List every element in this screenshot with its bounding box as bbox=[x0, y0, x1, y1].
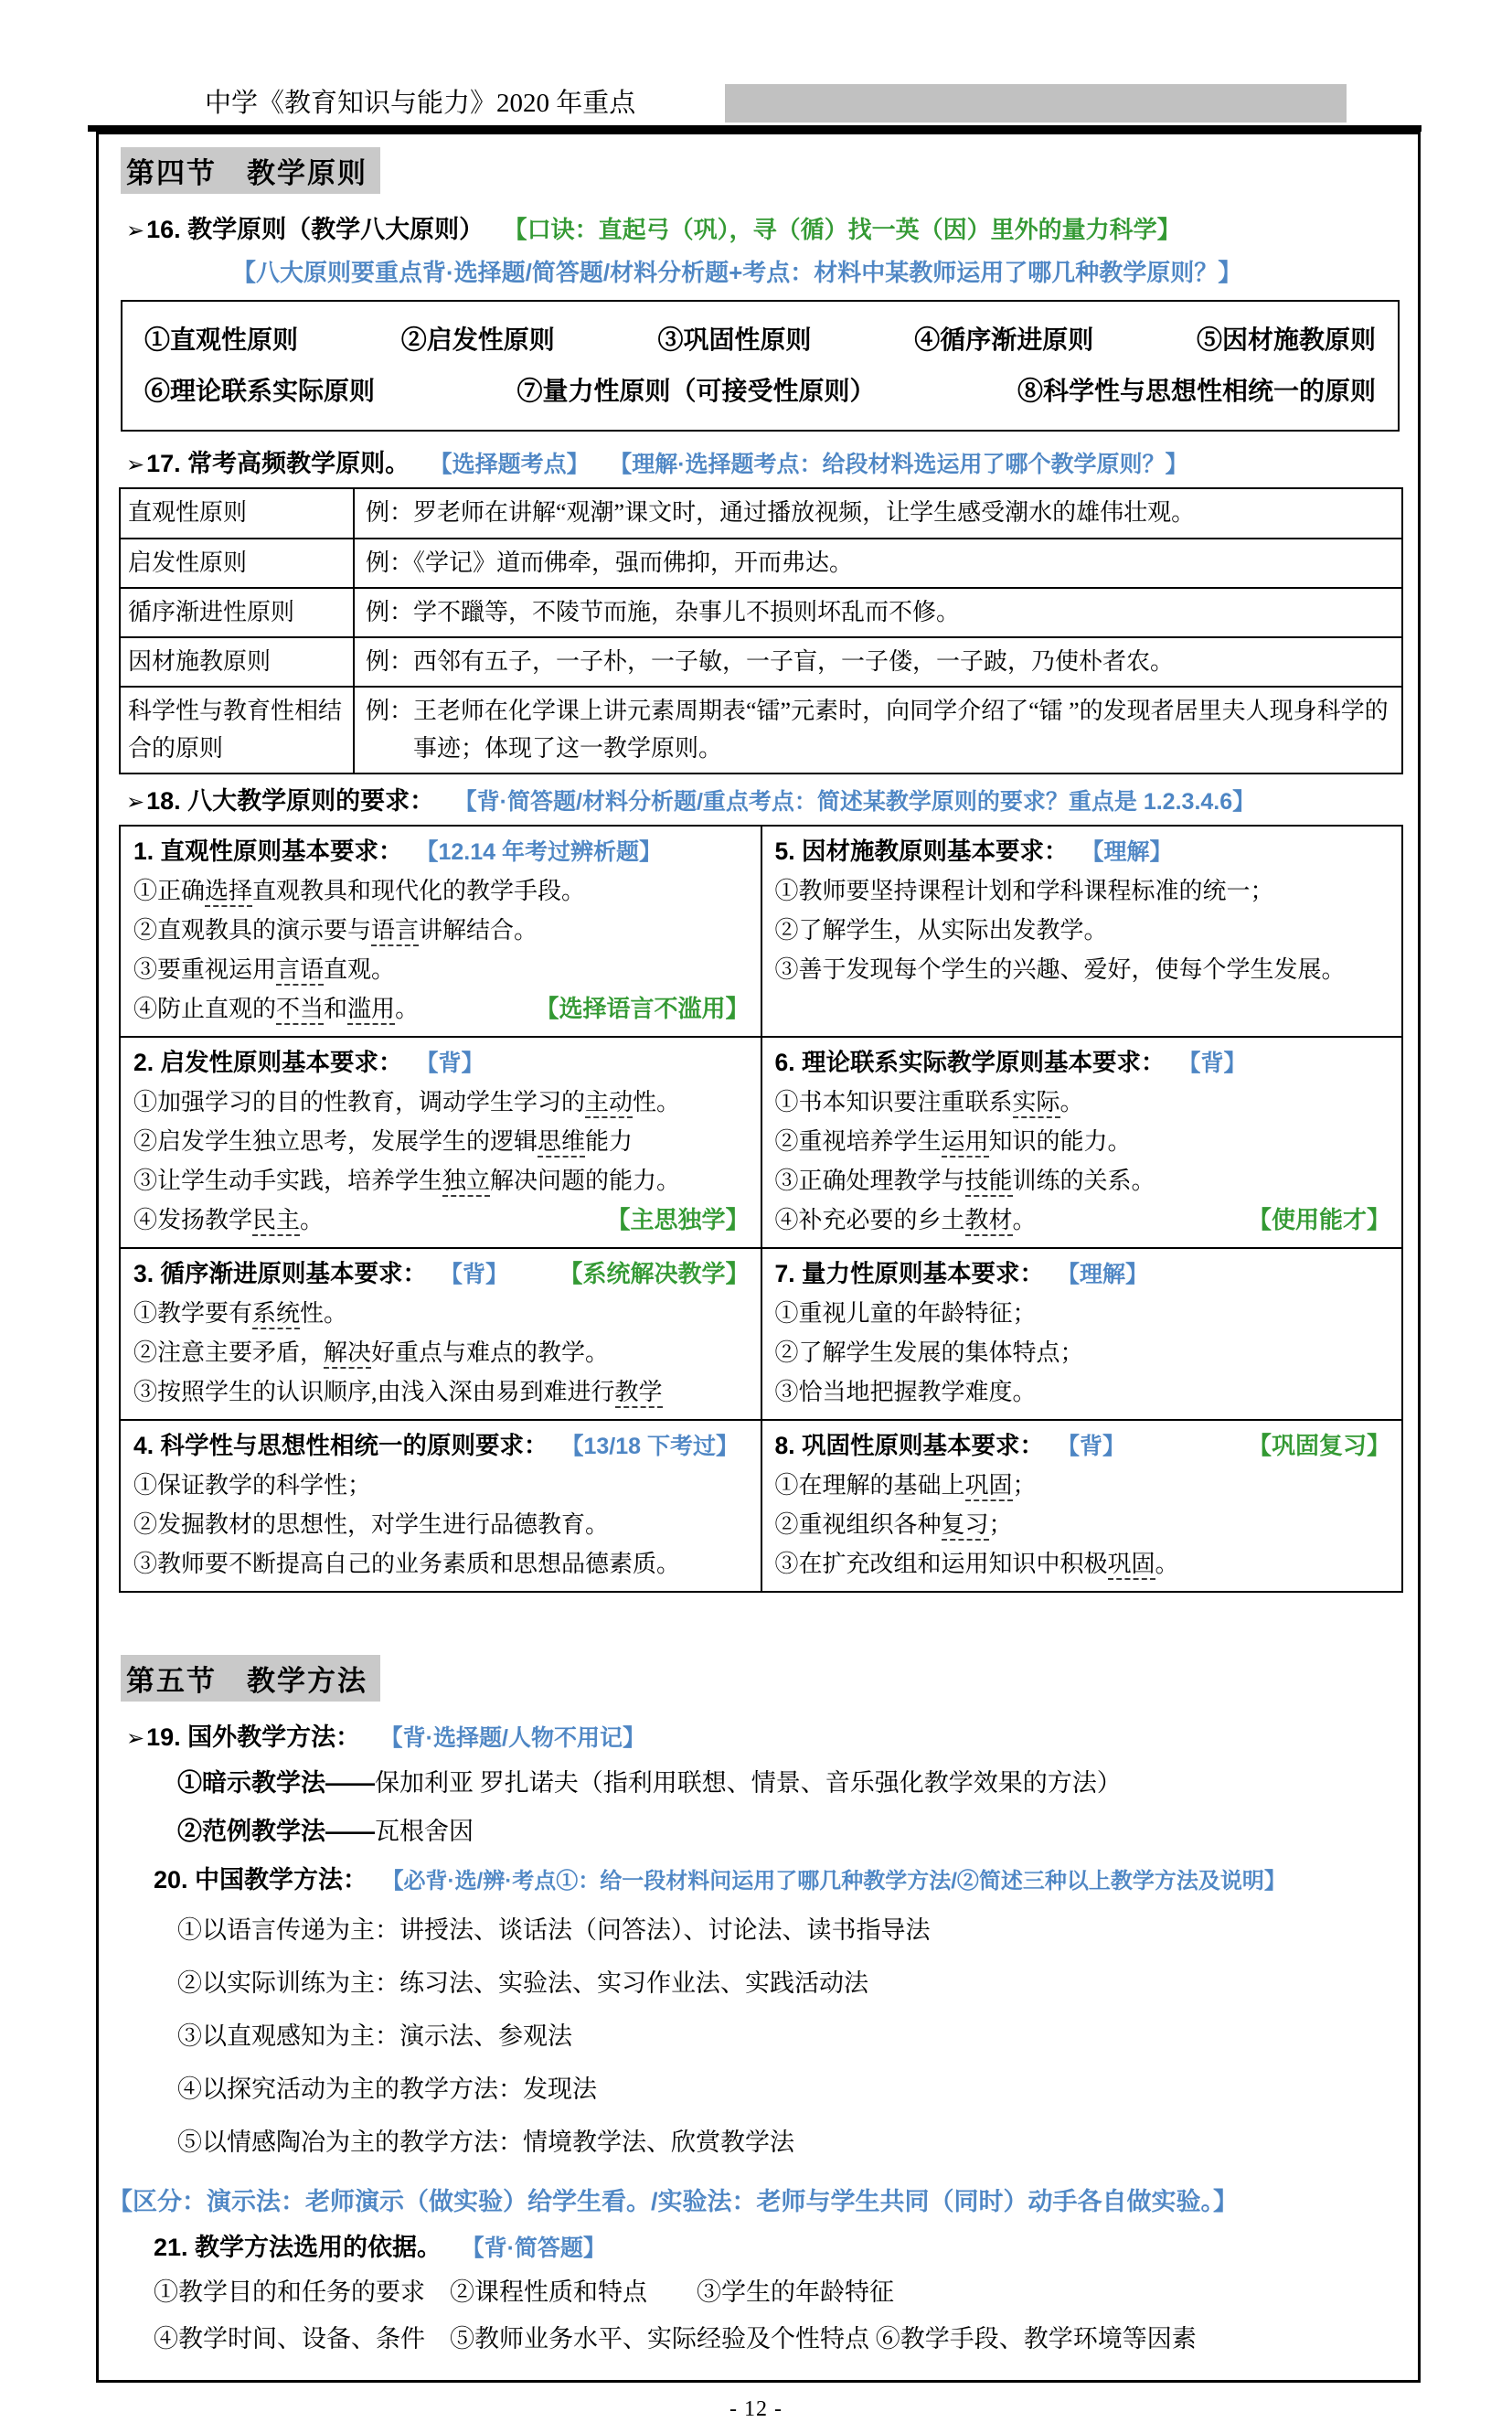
proof-underline: 巩固 bbox=[1108, 1551, 1155, 1580]
proof-underline: 复习 bbox=[942, 1511, 989, 1541]
item-21-tag: 【背·简答题】 bbox=[461, 2235, 606, 2261]
foreign-method-line bbox=[177, 1762, 1401, 1805]
requirement-item: ②重视组织各种复习； bbox=[775, 1505, 1391, 1544]
requirement-heading bbox=[133, 832, 750, 870]
requirement-title: 4. 科学性与思想性相统一的原则要求： bbox=[133, 1432, 548, 1460]
item-20 bbox=[126, 1862, 1401, 1898]
requirement-cell bbox=[761, 1037, 1403, 1248]
requirement-green-tag: 【主思独学】 bbox=[606, 1207, 750, 1234]
requirement-item: ①加强学习的目的性教育，调动学生学习的主动性。 bbox=[133, 1083, 750, 1122]
requirement-item: ①教学要有系统性。 bbox=[133, 1294, 750, 1333]
requirement-title: 8. 巩固性原则基本要求： bbox=[774, 1432, 1044, 1460]
foreign-method-desc: 保加利亚 罗扎诺夫（指利用联想、情景、音乐强化教学效果的方法） bbox=[375, 1768, 1122, 1797]
foreign-method-desc: 瓦根舍因 bbox=[375, 1817, 474, 1845]
example-text-cell: 例：王老师在化学课上讲元素周期表“镭”元素时，向同学介绍了“镭 ”的发现者居里夫人现身科学的事迹；体现了这一教学原则。 bbox=[354, 687, 1402, 774]
principles-row-1 bbox=[144, 315, 1376, 366]
foreign-methods-list bbox=[119, 1762, 1401, 1854]
requirement-heading bbox=[775, 1254, 1391, 1293]
china-method-line: ②以实际训练为主：练习法、实验法、实习作业法、实践活动法 bbox=[177, 1969, 868, 1998]
foreign-method-line bbox=[177, 1810, 1401, 1853]
requirement-item: ②注意主要矛盾，解决好重点与难点的教学。 bbox=[133, 1333, 750, 1372]
item-21-line1: ①教学目的和任务的要求 ②课程性质和特点 ③学生的年龄特征 bbox=[154, 2278, 894, 2307]
item-19 bbox=[126, 1720, 1401, 1755]
requirement-cell bbox=[761, 1248, 1403, 1420]
requirement-item-text: ④防止直观的不当和滥用。 bbox=[158, 989, 559, 1029]
note-eight-principles: 【八大原则要重点背·选择题/简答题/材料分析题+考点：材料中某教师运用了哪几种教学原则？】 bbox=[232, 259, 1242, 287]
item-18-tag: 【背·简答题/材料分析题/重点考点：简述某教学原则的要求？重点是 1.2.3.4.6】 bbox=[453, 789, 1256, 816]
requirement-blue-tag: 【13/18 下考过】 bbox=[560, 1434, 739, 1460]
requirement-item: ③让学生动手实践，培养学生独立解决问题的能力。 bbox=[133, 1161, 750, 1200]
requirement-item: ③要重视运用言语直观。 bbox=[133, 950, 750, 989]
proof-underline: 主动 bbox=[585, 1089, 633, 1118]
item-17-label: 17. 常考高频教学原则。 bbox=[146, 450, 410, 478]
requirement-green-tag: 【使用能才】 bbox=[1247, 1207, 1390, 1234]
requirement-blue-tag: 【12.14 年考过辨析题】 bbox=[415, 839, 662, 866]
principle-item: ③巩固性原则 bbox=[657, 325, 812, 355]
arrow-marker: ➢ bbox=[126, 789, 145, 816]
section4-title: 第四节 教学原则 bbox=[121, 147, 380, 194]
example-term-cell: 循序渐进性原则 bbox=[120, 588, 354, 637]
table-row bbox=[120, 1248, 1402, 1420]
proof-underline: 实际 bbox=[1013, 1089, 1060, 1118]
item-21 bbox=[126, 2230, 1401, 2266]
requirement-item: ②启发学生独立思考，发展学生的逻辑思维能力 bbox=[133, 1122, 750, 1161]
requirement-item: ③正确处理教学与技能训练的关系。 bbox=[775, 1161, 1391, 1200]
requirement-item: ①教师要坚持课程计划和学科课程标准的统一； bbox=[774, 877, 1274, 904]
arrow-marker: ➢ bbox=[126, 452, 145, 478]
china-methods-list bbox=[119, 1904, 1401, 2169]
table-row bbox=[120, 687, 1402, 774]
requirement-heading bbox=[133, 1043, 750, 1082]
requirement-cell bbox=[120, 1420, 761, 1592]
requirement-blue-tag: 【理解】 bbox=[1056, 1262, 1148, 1288]
requirement-heading bbox=[775, 832, 1391, 870]
section5-title: 第五节 教学方法 bbox=[121, 1655, 380, 1702]
requirement-item: ③按照学生的认识顺序,由浅入深由易到难进行教学 bbox=[133, 1372, 750, 1412]
proof-underline: 独立 bbox=[442, 1168, 490, 1197]
requirement-item: ②了解学生发展的集体特点； bbox=[774, 1339, 1084, 1366]
table-row bbox=[120, 1420, 1402, 1592]
china-method-line: ④以探究活动为主的教学方法：发现法 bbox=[177, 2075, 597, 2104]
requirement-item: ③善于发现每个学生的兴趣、爱好，使每个学生发展。 bbox=[774, 955, 1346, 983]
china-method-line: ⑤以情感陶冶为主的教学方法：情境教学法、欣赏教学法 bbox=[177, 2129, 794, 2157]
requirement-cell bbox=[120, 1037, 761, 1248]
example-text-cell: 例：西邻有五子，一子朴，一子敏，一子盲，一子偻，一子跛，乃使朴者农。 bbox=[354, 637, 1402, 687]
header-highlight-box bbox=[725, 84, 1347, 123]
foreign-method-name: ①暗示教学法—— bbox=[177, 1768, 375, 1797]
item-17 bbox=[126, 446, 1401, 482]
requirement-item bbox=[133, 989, 750, 1029]
china-method-line: ③以直观感知为主：演示法、参观法 bbox=[177, 2022, 572, 2051]
requirement-item: ③恰当地把握教学难度。 bbox=[774, 1378, 1037, 1405]
requirement-cell bbox=[120, 1248, 761, 1420]
table-row bbox=[120, 588, 1402, 637]
proof-underline: 教学 bbox=[615, 1379, 663, 1408]
proof-underline: 运用 bbox=[942, 1128, 989, 1158]
requirement-item: ①保证教学的科学性； bbox=[133, 1471, 372, 1499]
example-term-cell: 科学性与教育性相结合的原则 bbox=[120, 687, 354, 774]
proof-underline: 技能 bbox=[965, 1168, 1013, 1197]
proof-underline: 语言 bbox=[371, 917, 419, 946]
distinction-note: 【区分：演示法：老师演示（做实验）给学生看。/实验法：老师与学生共同（同时）动手各自做实验。】 bbox=[108, 2188, 1238, 2216]
requirement-blue-tag: 【背】 bbox=[439, 1262, 508, 1288]
proof-underline: 教材 bbox=[965, 1207, 1013, 1236]
requirement-title: 3. 循序渐进原则基本要求： bbox=[133, 1260, 427, 1288]
arrow-marker: ➢ bbox=[126, 1725, 145, 1752]
requirement-cell bbox=[120, 826, 761, 1037]
item-19-tag: 【背·选择题/人物不用记】 bbox=[379, 1725, 645, 1752]
item-21-line2: ④教学时间、设备、条件 ⑤教师业务水平、实际经验及个性特点 ⑥教学手段、教学环境等因素 bbox=[154, 2325, 1197, 2353]
requirement-green-tag: 【巩固复习】 bbox=[1247, 1432, 1390, 1460]
item-18-label: 18. 八大教学原则的要求： bbox=[146, 787, 435, 816]
foreign-method-name: ②范例教学法—— bbox=[177, 1817, 375, 1845]
requirement-item: ①正确选择直观教具和现代化的教学手段。 bbox=[133, 871, 750, 911]
principles-box bbox=[121, 300, 1400, 432]
page-header bbox=[0, 0, 1512, 123]
requirement-item: ①书本知识要注重联系实际。 bbox=[775, 1083, 1391, 1122]
item-18 bbox=[126, 784, 1401, 819]
header-title: 中学《教育知识与能力》2020 年重点 bbox=[205, 89, 636, 118]
table-row bbox=[120, 826, 1402, 1037]
proof-underline: 选择 bbox=[205, 878, 252, 907]
item-20-tag: 【必背·选/辨·考点①：给一段材料问运用了哪几种教学方法/②简述三种以上教学方法及说明】 bbox=[381, 1869, 1286, 1894]
table-row bbox=[120, 488, 1402, 538]
item-17-tag1: 【选择题考点】 bbox=[429, 452, 590, 478]
principle-item: ⑥理论联系实际原则 bbox=[144, 377, 376, 406]
requirement-heading bbox=[775, 1426, 1391, 1466]
requirement-cell bbox=[761, 826, 1403, 1037]
requirement-item-text: ④发扬教学民主。 bbox=[158, 1200, 631, 1240]
item-21-label: 21. 教学方法选用的依据。 bbox=[154, 2233, 442, 2261]
item-16-label: 16. 教学原则（教学八大原则） bbox=[146, 216, 484, 243]
requirement-cell bbox=[761, 1420, 1403, 1592]
requirement-blue-tag: 【背】 bbox=[1056, 1434, 1125, 1460]
requirement-item: ②直观教具的演示要与语言讲解结合。 bbox=[133, 911, 750, 950]
example-term-cell: 直观性原则 bbox=[120, 488, 354, 538]
principle-item: ⑦量力性原则（可接受性原则） bbox=[516, 377, 876, 406]
principles-row-2 bbox=[144, 366, 1376, 417]
requirement-title: 7. 量力性原则基本要求： bbox=[774, 1260, 1044, 1288]
requirement-green-tag: 【系统解决教学】 bbox=[559, 1260, 750, 1288]
requirement-item: ③教师要不断提高自己的业务素质和思想品德素质。 bbox=[133, 1551, 681, 1577]
proof-underline: 言语 bbox=[276, 956, 324, 986]
table-row bbox=[120, 1037, 1402, 1248]
principle-item: ①直观性原则 bbox=[144, 325, 299, 355]
requirement-item: ①在理解的基础上巩固； bbox=[775, 1466, 1391, 1505]
requirement-blue-tag: 【理解】 bbox=[1081, 839, 1173, 866]
principle-item: ②启发性原则 bbox=[400, 325, 555, 355]
proof-underline: 民主 bbox=[252, 1207, 300, 1236]
requirements-table bbox=[119, 825, 1403, 1593]
table-row bbox=[120, 637, 1402, 687]
page-number: - 12 - bbox=[729, 2396, 783, 2421]
examples-table bbox=[119, 487, 1403, 774]
proof-underline: 不当 bbox=[276, 996, 324, 1025]
requirement-item: ①重视儿童的年龄特征； bbox=[774, 1299, 1037, 1327]
example-term-cell: 因材施教原则 bbox=[120, 637, 354, 687]
example-term-cell: 启发性原则 bbox=[120, 539, 354, 588]
requirement-item bbox=[775, 1200, 1391, 1240]
item-16 bbox=[126, 212, 1401, 248]
proof-underline: 思维 bbox=[538, 1128, 585, 1158]
requirement-title: 1. 直观性原则基本要求： bbox=[133, 838, 403, 866]
requirement-title: 2. 启发性原则基本要求： bbox=[133, 1049, 403, 1077]
content-box bbox=[96, 132, 1421, 2383]
proof-underline: 系统 bbox=[252, 1300, 300, 1329]
requirement-item: ②发掘教材的思想性，对学生进行品德教育。 bbox=[133, 1510, 610, 1538]
example-text-cell: 例：学不躐等，不陵节而施，杂事儿不损则坏乱而不修。 bbox=[354, 588, 1402, 637]
requirement-title: 5. 因材施教原则基本要求： bbox=[774, 838, 1069, 866]
requirement-item-text: ④补充必要的乡土教材。 bbox=[800, 1200, 1272, 1240]
requirement-heading bbox=[133, 1254, 750, 1294]
principle-item: ⑧科学性与思想性相统一的原则 bbox=[1017, 377, 1376, 406]
principle-item: ⑤因材施教原则 bbox=[1196, 325, 1376, 355]
table-row bbox=[120, 539, 1402, 588]
item-16-mnemonic: 【口诀：直起弓（巩），寻（循）找一英（因）里外的量力科学】 bbox=[503, 216, 1181, 243]
proof-underline: 解决 bbox=[324, 1339, 371, 1369]
requirement-blue-tag: 【背】 bbox=[415, 1051, 484, 1077]
requirement-item: ③在扩充改组和运用知识中积极巩固。 bbox=[775, 1544, 1391, 1584]
item-20-label: 20. 中国教学方法： bbox=[154, 1866, 368, 1894]
proof-underline: 滥用 bbox=[347, 996, 395, 1025]
example-text-cell: 例：《学记》道而佛牵，强而佛抑，开而弗达。 bbox=[354, 539, 1402, 588]
arrow-marker: ➢ bbox=[126, 218, 145, 243]
item-19-label: 19. 国外教学方法： bbox=[146, 1723, 361, 1752]
example-text-cell: 例：罗老师在讲解“观潮”课文时，通过播放视频，让学生感受潮水的雄伟壮观。 bbox=[354, 488, 1402, 538]
requirement-item: ②重视培养学生运用知识的能力。 bbox=[775, 1122, 1391, 1161]
requirement-blue-tag: 【背】 bbox=[1177, 1051, 1247, 1077]
requirement-item bbox=[133, 1200, 750, 1240]
requirement-heading bbox=[775, 1043, 1391, 1082]
proof-underline: 巩固 bbox=[965, 1472, 1013, 1501]
requirement-heading bbox=[133, 1426, 750, 1465]
item-17-tag2: 【理解·选择题考点：给段材料选运用了哪个教学原则？】 bbox=[609, 452, 1188, 478]
requirement-green-tag: 【选择语言不滥用】 bbox=[535, 996, 750, 1023]
requirement-title: 6. 理论联系实际教学原则基本要求： bbox=[774, 1049, 1166, 1077]
principle-item: ④循序渐进原则 bbox=[914, 325, 1094, 355]
requirement-item: ②了解学生，从实际出发教学。 bbox=[774, 916, 1108, 944]
china-method-line: ①以语言传递为主：讲授法、谈话法（问答法）、讨论法、读书指导法 bbox=[177, 1916, 931, 1945]
header-rule bbox=[88, 125, 1421, 132]
